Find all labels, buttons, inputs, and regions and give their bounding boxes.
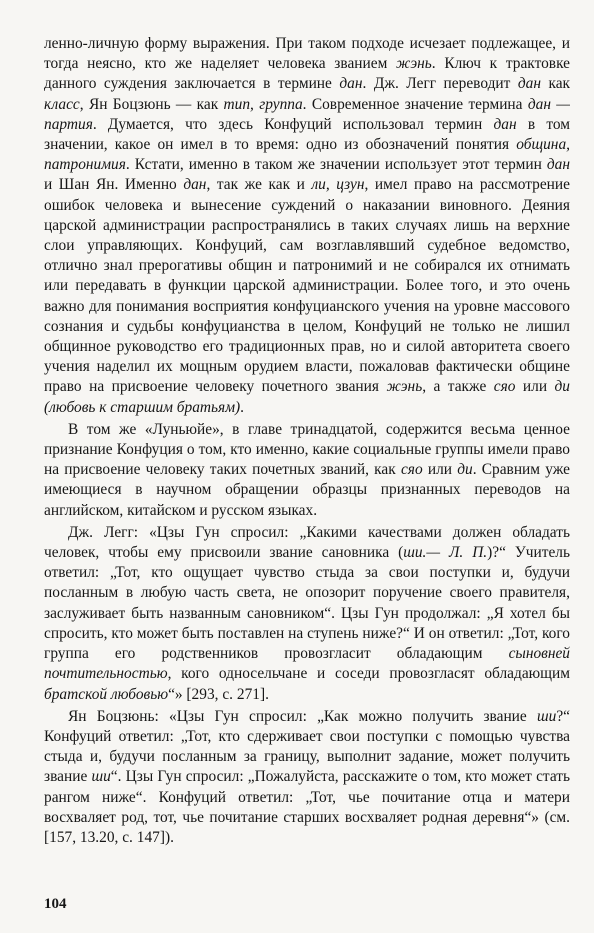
italic-term: община, патронимия [44,136,570,174]
italic-term: ши.— Л. П. [403,544,488,562]
italic-term: жэнь [386,378,423,396]
text-run: )?“ Учитель ответил: „Тот, кто ощущает чувство стыда за свои поступки и, будучи посланным в любую часть света, не опозорит поручение своего правителя, заслуживает быть названным сановником“. Цзы Гун продолжал: „Я хотел бы спросить, кто может быть поставлен на ступень ниже?“ И он ответил: „Тот, кого группа его родственников провозгласит обладающим [44,544,571,663]
text-run: ?“ Конфуций ответил: „Тот, кто сдерживает свои поступки с помощью чувства стыда и, будучи посланным за границу, выполнит задание, может получить звание [44,707,570,786]
text-run: и Шан Ян. Именно [44,176,184,194]
italic-term: жэнь [396,55,432,73]
page-number: 104 [44,896,67,912]
italic-term: дан [517,75,541,93]
text-run: Дж. Легг: «Цзы Гун спросил: „Какими качествами должен обладать человек, чтобы ему присвоили звание сановника ( [44,523,570,562]
text-run: или [422,461,458,479]
italic-term: дан [493,115,517,133]
italic-term: дан — партия [44,95,570,133]
text-run: . Дж. Легг переводит [362,75,518,93]
text-run: , имел право на рассмотрение ошибок человека и вынесение суждений о наказании виновного. Деяния царской администрации распространялись в таких случаях лишь на верхние слои управляющих. Конфуций, сам возглавлявший судебное ведомство, отлично знал прерогативы общин и патронимий и не собирался их отнимать или передавать в функции царской администрации. Более того, и это очень важно для понимания восприятия конфуцианского учения на уровне массового сознания и судьбы конфуцианства в целом, Конфуций не только не лишил общинное руководство его традиционных прав, но и силой авторитета своего учения наделил их мощным орудием власти, пожаловав фактически общине право на присвоение человеку почетного звания [44,176,570,396]
text-run: Ян Боцзюнь: «Цзы Гун спросил: „Как можно получить звание [68,707,537,725]
text-run: , кого односельчане и соседи провозгласят обладающим [167,665,570,683]
italic-term: ши [91,768,111,786]
text-run: “. Цзы Гун спросил: „Пожалуйста, расскажите о том, кто может стать рангом ниже“. Конфуций ответил: „Тот, чье почитание отца и матери восхваляет род, тот, чье почитание старших восхваляет родная деревня“» (см. [157, 13.20, с. 147]). [44,768,570,846]
paragraph [44,34,570,418]
italic-term: сяо [493,378,516,396]
text-run: , так же как и [206,176,312,194]
text-run: . Современное значение термина [302,95,528,113]
italic-term: сыновней почтительностью [44,645,570,683]
italic-term: ди (любовь к старшим братьям) [44,378,570,416]
text-run: . Ключ к трактовке данного суждения заключается в термине [44,55,570,93]
paragraph [44,523,570,705]
text-run: . Сравним уже имеющиеся в научном обращении образцы признанных переводов на английском, китайском и русском языках. [44,461,570,519]
italic-term: ди [457,461,473,479]
text-run: . Думается, что здесь Конфуций использовал термин [92,115,494,133]
italic-term: дан [183,176,207,194]
paragraph [44,707,570,848]
text-run: в том значении, какое он имел в то время: одно из обозначений понятия [44,115,570,154]
text-run: “» [293, с. 271]. [168,685,269,703]
italic-term: тип, группа [223,95,303,113]
text-run: или [515,378,555,396]
paragraph [44,420,570,521]
italic-term: братской любовью [44,685,169,703]
italic-term: сяо [400,461,423,479]
text-run: В том же «Луньюйе», в главе тринадцатой, содержится весьма ценное признание Конфуция о том, кто именно, какие социальные группы имели право на присвоение человеку таких почетных званий, как [44,420,570,479]
italic-term: дан [339,75,363,93]
body-text [44,34,570,848]
text-run: ленно-личную форму выражения. При таком подходе исчезает подлежащее, и тогда неясно, кто же наделяет человека званием [44,35,570,73]
text-run: , Ян Боцзюнь — как [79,95,224,113]
italic-term: дан [546,156,570,174]
italic-term: ли, цзун [311,176,365,194]
text-run: , а также [422,378,494,396]
text-run: как [540,75,571,93]
text-run: . [240,398,245,416]
italic-term: ши [537,707,557,725]
italic-term: класс [44,95,80,113]
text-run: . Кстати, именно в таком же значении использует этот термин [125,156,547,174]
